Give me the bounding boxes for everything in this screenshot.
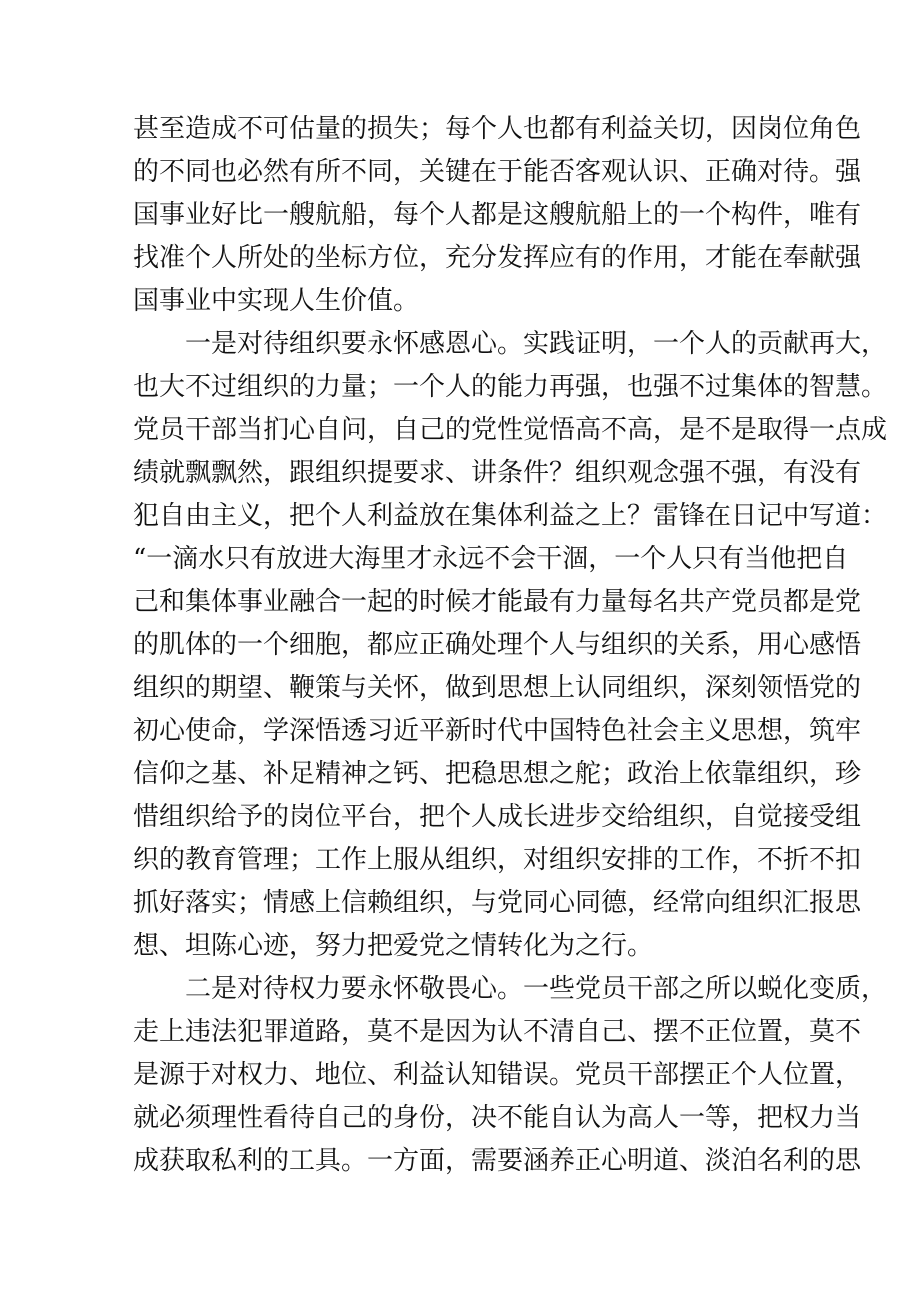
paragraph-2-line-11: 信仰之基、补足精神之钙、把稳思想之舵；政治上依靠组织，珍 bbox=[133, 759, 862, 789]
paragraph-3-line-4: 就必须理性看待自己的身份，决不能自认为高人一等，把权力当 bbox=[133, 1103, 862, 1133]
paragraph-1-line-3: 国事业好比一艘航船，每个人都是这艘航船上的一个构件，唯有 bbox=[133, 200, 862, 230]
paragraph-1-line-2: 的不同也必然有所不同，关键在于能否客观认识、正确对待。强 bbox=[133, 157, 862, 187]
paragraph-2-line-1: 一是对待组织要永怀感恩心。实践证明，一个人的贡献再大， bbox=[185, 329, 888, 359]
paragraph-3-line-2: 走上违法犯罪道路，莫不是因为认不清自己、摆不正位置，莫不 bbox=[133, 1017, 862, 1047]
paragraph-2-line-15: 想、坦陈心迹，努力把爱党之情转化为之行。 bbox=[133, 931, 654, 961]
paragraph-2-line-4: 绩就飘飘然，跟组织提要求、讲条件？组织观念强不强，有没有 bbox=[133, 458, 862, 488]
paragraph-2-line-5: 犯自由主义，把个人利益放在集体利益之上？雷锋在日记中写道： bbox=[133, 501, 888, 531]
paragraph-2-line-13: 织的教育管理；工作上服从组织，对组织安排的工作，不折不扣 bbox=[133, 845, 862, 875]
paragraph-2-line-9: 组织的期望、鞭策与关怀，做到思想上认同组织，深刻领悟党的 bbox=[133, 673, 862, 703]
paragraph-3-line-1: 二是对待权力要永怀敬畏心。一些党员干部之所以蜕化变质， bbox=[185, 974, 888, 1004]
paragraph-1-line-1: 甚至造成不可估量的损失；每个人也都有利益关切，因岗位角色 bbox=[133, 114, 862, 144]
paragraph-2-line-3: 党员干部当扪心自问，自己的党性觉悟高不高，是不是取得一点成 bbox=[133, 415, 888, 445]
paragraph-2-line-7: 己和集体事业融合一起的时候才能最有力量每名共产党员都是党 bbox=[133, 587, 862, 617]
paragraph-2-line-8: 的肌体的一个细胞，都应正确处理个人与组织的关系，用心感悟 bbox=[133, 630, 862, 660]
paragraph-2-line-14: 抓好落实；情感上信赖组织，与党同心同德，经常向组织汇报思 bbox=[133, 888, 862, 918]
paragraph-2-line-10: 初心使命，学深悟透习近平新时代中国特色社会主义思想，筑牢 bbox=[133, 716, 862, 746]
paragraph-2-line-6: “一滴水只有放进大海里才永远不会干涸，一个人只有当他把自 bbox=[133, 544, 849, 574]
paragraph-1-line-5: 国事业中实现人生价值。 bbox=[133, 286, 420, 316]
paragraph-2-line-2: 也大不过组织的力量；一个人的能力再强，也强不过集体的智慧。 bbox=[133, 372, 888, 402]
paragraph-1-line-4: 找准个人所处的坐标方位，充分发挥应有的作用，才能在奉献强 bbox=[133, 243, 862, 273]
document-body bbox=[133, 108, 888, 1183]
paragraph-2-line-12: 惜组织给予的岗位平台，把个人成长进步交给组织，自觉接受组 bbox=[133, 802, 862, 832]
paragraph-3-line-5: 成获取私利的工具。一方面，需要涵养正心明道、淡泊名利的思 bbox=[133, 1146, 862, 1176]
paragraph-3-line-3: 是源于对权力、地位、利益认知错误。党员干部摆正个人位置， bbox=[133, 1060, 862, 1090]
